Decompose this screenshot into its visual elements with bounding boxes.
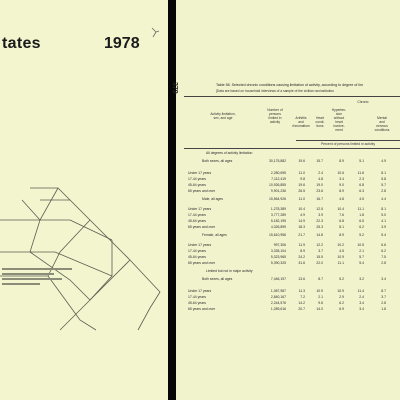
table-row [176, 224, 400, 230]
row-value: 5,323,965 [270, 255, 286, 259]
row-value: 11.0 [298, 171, 305, 175]
row-value: 19.0 [316, 183, 323, 187]
row-value: 997,306 [273, 243, 286, 247]
row-label: Male, all ages [202, 197, 223, 201]
row-value: 11.9 [298, 243, 305, 247]
header-heart: Heart condi- tions [315, 116, 325, 128]
row-value: 8.1 [381, 207, 386, 211]
row-value: 1.8 [359, 213, 364, 217]
table-row [176, 158, 400, 164]
header-number-limited: Number of persons limited in activity [267, 108, 283, 124]
row-value: 24.2 [298, 255, 305, 259]
row-value: 2.9 [339, 295, 344, 299]
table-row [176, 306, 400, 312]
row-value: 19.6 [298, 159, 305, 163]
row-value: 4.8 [339, 197, 344, 201]
header-hypertension: Hyperten- sion without heart involve- ment [331, 108, 347, 132]
row-value: 5,182,195 [270, 219, 286, 223]
row-value: 23.6 [316, 189, 323, 193]
row-value: 8.9 [339, 159, 344, 163]
row-value: 30,175,882 [269, 159, 286, 163]
row-value: 5.2 [359, 233, 364, 237]
row-value: 12.5 [316, 207, 323, 211]
row-value: 2.8 [381, 301, 386, 305]
table-row [176, 196, 400, 202]
row-value: 7.6 [339, 213, 344, 217]
row-value: 9,901,236 [270, 189, 286, 193]
row-value: 3.4 [339, 177, 344, 181]
row-value: 2.8 [381, 261, 386, 265]
percent-spanner: Percent of persons limited in activity [320, 142, 376, 146]
row-value: 3.4 [359, 301, 364, 305]
row-label: Under 17 years [188, 171, 212, 175]
row-value: 6.3 [359, 189, 364, 193]
row-value: 22.0 [316, 261, 323, 265]
header-bottom-rule [184, 148, 400, 149]
row-label: Limited but not in major activity [206, 269, 253, 273]
row-value: 5.2 [339, 277, 344, 281]
row-value: 10.9 [337, 289, 344, 293]
row-value: 10.9 [337, 255, 344, 259]
row-value: 15.7 [316, 159, 323, 163]
row-label: 17-44 years [188, 177, 206, 181]
page-number: 379 [171, 82, 178, 94]
row-value: 18.3 [298, 225, 305, 229]
row-value: 12.2 [316, 243, 323, 247]
row-value: 31.6 [298, 261, 305, 265]
row-value: 2.1 [318, 295, 323, 299]
row-value: 4.9 [300, 213, 305, 217]
row-value: 10,926,855 [269, 183, 286, 187]
cover-corner-mark [150, 26, 160, 40]
header-mental: Mental and nervous conditions [374, 116, 390, 132]
row-value: 3.9 [381, 225, 386, 229]
row-value: 11.4 [357, 289, 364, 293]
row-value: 8.1 [339, 225, 344, 229]
table-row [176, 232, 400, 238]
row-label: 45-64 years [188, 183, 206, 187]
row-value: 6.2 [381, 249, 386, 253]
row-value: 11.1 [357, 207, 364, 211]
row-value: 2.3 [359, 177, 364, 181]
row-value: 2.4 [359, 295, 364, 299]
row-value: 6.2 [359, 225, 364, 229]
row-value: 3.9 [318, 213, 323, 217]
row-value: 2.8 [381, 189, 386, 193]
row-value: 11.3 [298, 289, 305, 293]
row-value: 8.9 [339, 189, 344, 193]
table-row [176, 276, 400, 282]
cover-line-map [0, 180, 168, 330]
row-value: 4,326,899 [270, 225, 286, 229]
header-activity-limitation: Activity limitation, sex, and age [210, 112, 236, 120]
row-value: 5.0 [381, 213, 386, 217]
table-page [171, 0, 400, 400]
row-label: Both sexes, all ages [202, 159, 233, 163]
page-gutter [168, 0, 176, 400]
report-cover [0, 0, 168, 400]
row-value: 1,289,616 [270, 307, 286, 311]
row-label: 45-64 years [188, 301, 206, 305]
row-value: 1,087,987 [270, 289, 286, 293]
row-value: 10.5 [357, 243, 364, 247]
header-arthritis: Arthritis and rheumatism [292, 116, 310, 128]
row-value: 4.5 [359, 197, 364, 201]
row-value: 3,777,289 [270, 213, 286, 217]
row-label: Female, all ages [202, 233, 227, 237]
row-value: 6.8 [359, 183, 364, 187]
row-value: 2.4 [318, 171, 323, 175]
table-row [176, 188, 400, 194]
cover-title: tates [2, 35, 41, 52]
row-value: 2,280,695 [270, 171, 286, 175]
row-value: 3.7 [318, 249, 323, 253]
row-value: 10.2 [337, 243, 344, 247]
row-value: 5.8 [381, 177, 386, 181]
row-value: 1.8 [381, 307, 386, 311]
row-label: Under 17 years [188, 243, 212, 247]
row-value: 2.1 [359, 249, 364, 253]
table-title: Table 58. Selected chronic conditions causing limitation of activity, according to degree of lim [216, 83, 363, 87]
table-row [176, 260, 400, 266]
row-value: 11.1 [337, 261, 344, 265]
cover-caption-block [2, 268, 82, 288]
row-value: 6.2 [339, 301, 344, 305]
row-label: 45-64 years [188, 219, 206, 223]
row-label: All degrees of activity limitation [206, 151, 253, 155]
row-value: 10.4 [298, 207, 305, 211]
row-label: Under 17 years [188, 289, 212, 293]
table-row [176, 150, 400, 156]
row-value: 6.6 [381, 243, 386, 247]
row-value: 16.7 [316, 197, 323, 201]
row-value: 1,278,389 [270, 207, 286, 211]
row-value: 4.8 [318, 177, 323, 181]
row-value: 8.1 [381, 171, 386, 175]
table-subtitle: [Data are based on household interviews of a sample of the civilian noninstitution [216, 89, 335, 93]
row-value: 13.6 [298, 277, 305, 281]
row-value: 7,446,197 [270, 277, 286, 281]
row-value: 15,564,926 [269, 197, 286, 201]
row-label: 65 years and over [188, 307, 216, 311]
row-value: 3.7 [381, 295, 386, 299]
row-label: 17-44 years [188, 295, 206, 299]
row-value: 4.4 [381, 197, 386, 201]
row-value: 6.9 [339, 307, 344, 311]
row-value: 5,390,325 [270, 261, 286, 265]
row-label: Both sexes, all ages [202, 277, 233, 281]
row-value: 2,840,167 [270, 295, 286, 299]
row-label: 65 years and over [188, 261, 216, 265]
row-value: 4.1 [381, 219, 386, 223]
cover-year: 1978 [104, 35, 140, 52]
row-label: 65 years and over [188, 225, 216, 229]
row-value: 4.5 [339, 249, 344, 253]
row-value: 20.7 [298, 307, 305, 311]
row-value: 3.4 [359, 307, 364, 311]
row-value: 26.5 [298, 189, 305, 193]
row-value: 11.6 [357, 171, 364, 175]
row-value: 5.7 [359, 255, 364, 259]
row-value: 5.7 [381, 183, 386, 187]
row-value: 25.3 [316, 225, 323, 229]
row-value: 14.2 [298, 301, 305, 305]
spanner-rule [296, 140, 400, 141]
row-value: 7.5 [381, 255, 386, 259]
table-row [176, 268, 400, 274]
row-value: 9.8 [300, 177, 305, 181]
row-label: 65 years and over [188, 189, 216, 193]
row-label: 17-44 years [188, 213, 206, 217]
row-value: 7,112,419 [271, 177, 286, 181]
row-value: 14.8 [316, 233, 323, 237]
row-label: 17-44 years [188, 249, 206, 253]
row-value: 8.9 [300, 249, 305, 253]
row-label: 45-64 years [188, 255, 206, 259]
row-value: 10.9 [316, 289, 323, 293]
row-value: 6.5 [359, 219, 364, 223]
row-value: 11.0 [298, 197, 305, 201]
row-value: 4.9 [381, 159, 386, 163]
row-value: 3.2 [359, 277, 364, 281]
row-value: 22.3 [316, 219, 323, 223]
row-value: 10.6 [337, 171, 344, 175]
row-value: 8.7 [381, 289, 386, 293]
row-value: 19.6 [298, 183, 305, 187]
row-value: 3,335,104 [270, 249, 286, 253]
row-value: 5.1 [359, 159, 364, 163]
row-value: 14.0 [316, 307, 323, 311]
row-value: 2,244,576 [270, 301, 286, 305]
row-value: 9.0 [339, 183, 344, 187]
row-value: 15.5 [316, 255, 323, 259]
row-value: 8.9 [339, 233, 344, 237]
row-value: 9.6 [318, 301, 323, 305]
row-value: 3.4 [381, 277, 386, 281]
row-value: 15,610,956 [269, 233, 286, 237]
row-value: 21.7 [298, 233, 305, 237]
row-value: 10.4 [337, 207, 344, 211]
row-value: 5.4 [381, 233, 386, 237]
row-value: 5.4 [359, 261, 364, 265]
header-chronic: Chronic [357, 100, 369, 104]
row-value: 8.7 [318, 277, 323, 281]
table-top-rule [184, 96, 400, 97]
row-label: Under 17 years [188, 207, 212, 211]
row-value: 7.2 [300, 295, 305, 299]
row-value: 14.9 [298, 219, 305, 223]
row-value: 6.8 [339, 219, 344, 223]
